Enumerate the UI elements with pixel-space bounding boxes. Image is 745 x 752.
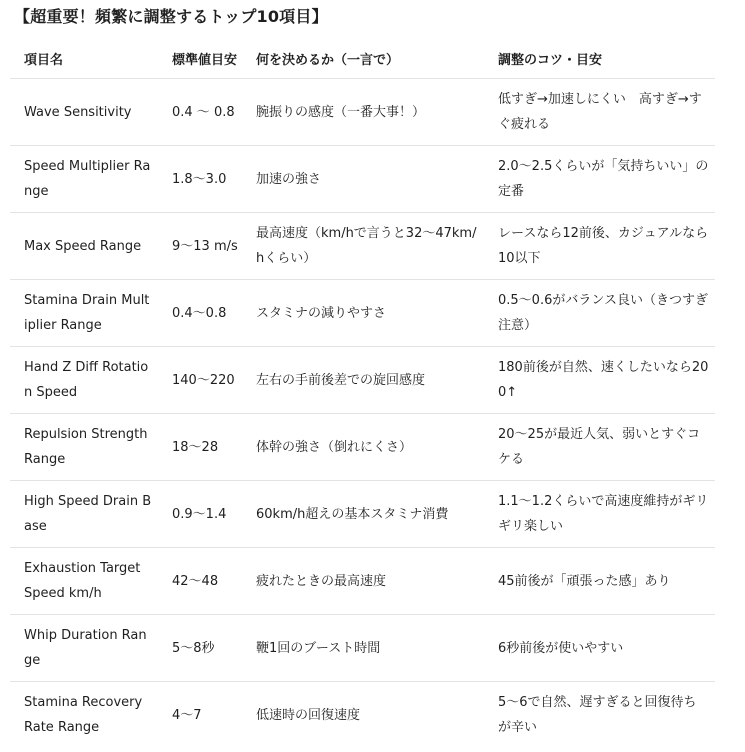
table-row [10,146,715,213]
cell-tip: 1.1～1.2くらいで高速度維持がギリギリ楽しい [484,481,715,548]
cell-meaning: 最高速度（km/hで言うと32～47km/hくらい） [242,213,484,280]
cell-item-name: High Speed Drain Base [10,481,158,548]
table-row [10,615,715,682]
cell-meaning: 疲れたときの最高速度 [242,548,484,615]
table-row [10,548,715,615]
cell-tip: 0.5～0.6がバランス良い（きつすぎ注意） [484,280,715,347]
cell-item-name: Exhaustion Target Speed km/h [10,548,158,615]
cell-standard-value: 140～220 [158,347,242,414]
cell-item-name: Stamina Recovery Rate Range [24,695,143,735]
cell-standard-value: 0.4～0.8 [158,280,242,347]
header-what-it-decides: 何を決めるか（一言で） [242,38,484,79]
cell-item-name: Stamina Drain Multiplier Range [10,280,158,347]
page-title: 【超重要！頻繁に調整するトップ10項目】 [14,7,328,26]
header-standard-value: 標準値目安 [158,38,242,79]
cell-meaning: 左右の手前後差での旋回感度 [242,347,484,414]
table-header-row [10,38,715,79]
table-row [10,414,715,481]
cell-standard-value: 0.9～1.4 [158,481,242,548]
header-tuning-tips: 調整のコツ・目安 [484,38,715,79]
table-row [10,481,715,548]
header-item-name: 項目名 [10,38,158,79]
cell-tip: 低すぎ→加速しにくい 高すぎ→すぐ疲れる [484,79,715,146]
cell-tip: 20～25が最近人気、弱いとすぐコケる [484,414,715,481]
cell-item-name: Whip Duration Range [10,615,158,682]
cell-meaning: 低速時の回復速度 [256,707,361,723]
cell-meaning: 60km/h超えの基本スタミナ消費 [242,481,484,548]
cell-meaning: 加速の強さ [242,146,484,213]
top10-settings-table [10,38,715,748]
cell-tip: 180前後が自然、速くしたいなら200↑ [484,347,715,414]
cell-tip: 6秒前後が使いやすい [484,615,715,682]
cell-item-name: Repulsion Strength Range [10,414,158,481]
cell-item-name: Speed Multiplier Range [10,146,158,213]
cell-meaning: 体幹の強さ（倒れにくさ） [242,414,484,481]
cell-meaning: スタミナの減りやすさ [242,280,484,347]
cell-tip: 5～6で自然、遅すぎると回復待ちが辛い [498,695,697,735]
cell-item-name: Wave Sensitivity [10,79,158,146]
cell-standard-value: 18～28 [158,414,242,481]
cell-standard-value: 4～7 [172,707,202,723]
cell-standard-value: 1.8～3.0 [158,146,242,213]
cell-tip: レースなら12前後、カジュアルなら10以下 [484,213,715,280]
cell-standard-value: 42～48 [158,548,242,615]
cell-tip: 2.0～2.5くらいが「気持ちいい」の定番 [484,146,715,213]
cell-standard-value: 9～13 m/s [158,213,242,280]
table-row [10,347,715,414]
cell-standard-value: 0.4 ～ 0.8 [158,79,242,146]
cell-standard-value: 5～8秒 [158,615,242,682]
cell-item-name: Max Speed Range [10,213,158,280]
table-row [10,280,715,347]
cell-meaning: 腕振りの感度（一番大事！） [242,79,484,146]
table-row [10,682,715,749]
cell-tip: 45前後が「頑張った感」あり [484,548,715,615]
table-row [10,213,715,280]
cell-meaning: 鞭1回のブースト時間 [242,615,484,682]
table-row [10,79,715,146]
cell-item-name: Hand Z Diff Rotation Speed [10,347,158,414]
